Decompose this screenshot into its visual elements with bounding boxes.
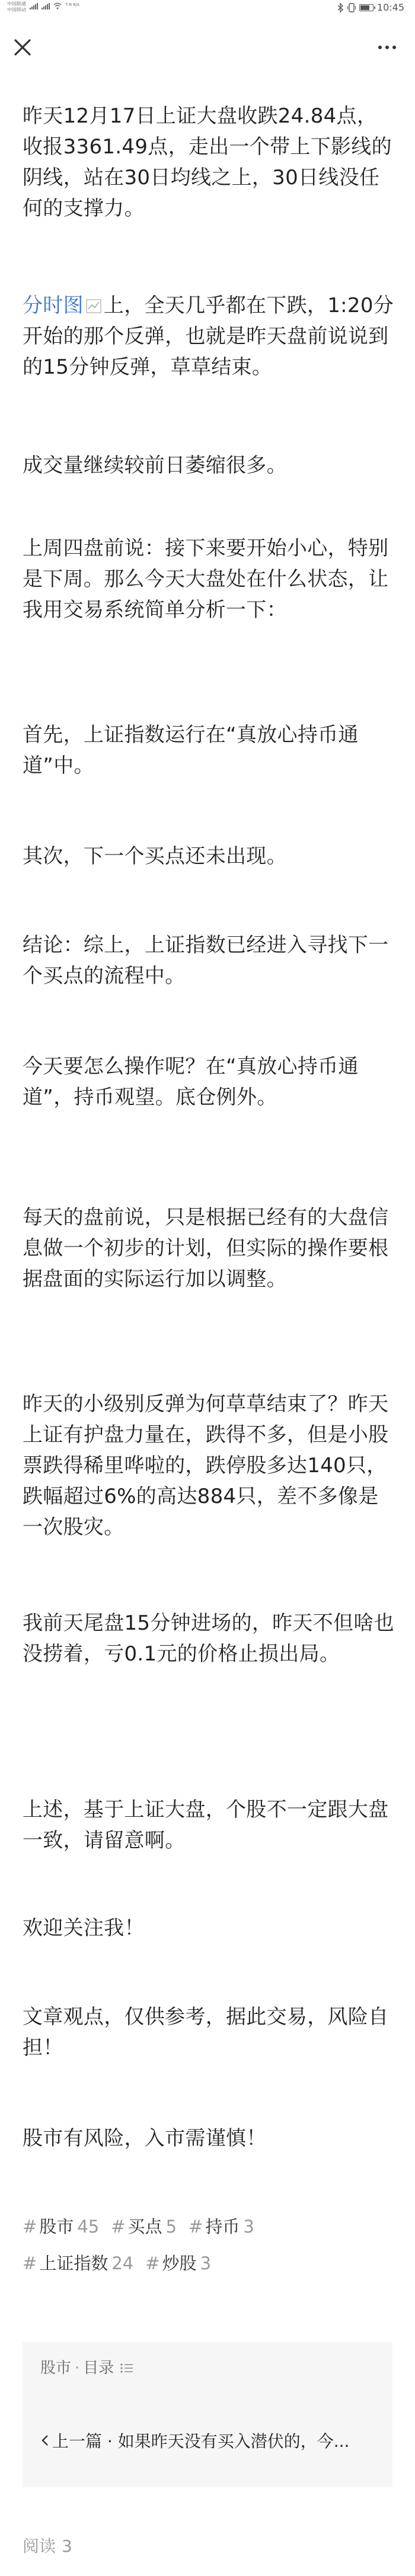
hash-icon: #: [189, 2217, 203, 2237]
directory-header[interactable]: [40, 2356, 134, 2380]
vibrate-icon: [347, 3, 356, 12]
paragraph-9: 每天的盘前说，只是根据已经有的大盘信息做一个初步的计划，但实际的操作要根据盘面的实际运行加以调整。: [23, 1206, 389, 1291]
tag-count: 45: [77, 2217, 100, 2237]
tag-name: 买点: [127, 2217, 162, 2237]
carrier-1: 中国联通: [7, 1, 26, 7]
paragraph-6: 其次，下一个买点还未出现。: [23, 844, 287, 868]
status-right: [337, 2, 404, 13]
paragraph-1: 昨天12月17日上证大盘收跌24.84点，收报3361.49点，走出一个带上下影线的阴线，站在30日均线之上，30日线没任何的支撑力。: [23, 104, 392, 220]
tag-name: 股市: [39, 2217, 74, 2237]
paragraph-10: 昨天的小级别反弹为何草草结束了？昨天上证有护盘力量在，跌得不多，但是小股票跌得稀里哗啦的，跌停股多达140只，跌幅超过6%的高达884只，差不多像是一次股灾。: [23, 1392, 389, 1539]
tag-row-2: [23, 2251, 402, 2275]
directory-category: 股市: [40, 2359, 72, 2377]
tag-item[interactable]: [145, 2251, 211, 2275]
tag-item[interactable]: [189, 2215, 254, 2238]
paragraph-5: 首先，上证指数运行在“真放心持币通道”中。: [23, 723, 359, 778]
paragraph-3: 成交量继续较前日萎缩很多。: [23, 454, 287, 477]
paragraph-2-text: 上，全天几乎都在下跌，1:20分开始的那个反弹，也就是昨天盘前说说到的15分钟反弹，草草结束。: [23, 294, 394, 379]
paragraph-8: 今天要怎么操作呢？在“真放心持币通道”，持币观望。底仓例外。: [23, 1055, 359, 1109]
directory-card: [23, 2342, 392, 2487]
wifi-icon: [53, 2, 62, 9]
paragraph-14: 文章观点，仅供参考，据此交易，风险自担！: [23, 2005, 389, 2060]
carrier-2: 中国移动: [7, 7, 26, 12]
tag-item[interactable]: [111, 2215, 177, 2238]
read-count: [23, 2535, 72, 2558]
hash-icon: #: [111, 2217, 126, 2237]
tag-item[interactable]: [23, 2215, 99, 2238]
tag-row-1: [23, 2215, 402, 2238]
directory-separator: ·: [75, 2359, 80, 2377]
chevron-left-icon: [40, 2434, 50, 2447]
read-number: 3: [62, 2536, 72, 2556]
top-nav: [0, 25, 415, 78]
paragraph-15: 股市有风险，入市需谨慎！: [23, 2127, 267, 2150]
status-bar: [0, 0, 415, 18]
directory-label: 目录: [83, 2359, 114, 2377]
paragraph-4: 上周四盘前说：接下来要开始小心，特别是下周。那么今天大盘处在什么状态，让我用交易系统简单分析一下：: [23, 537, 389, 622]
net-speed: 7.6 K/s: [65, 2, 79, 7]
read-label: 阅读: [23, 2536, 56, 2556]
hash-icon: #: [145, 2253, 160, 2273]
tag-count: 5: [165, 2217, 177, 2237]
tag-count: 3: [243, 2217, 254, 2237]
paragraph-7: 结论：综上，上证指数已经进入寻找下一个买点的流程中。: [23, 933, 389, 988]
paragraph-12: 上述，基于上证大盘，个股不一定跟大盘一致，请留意啊。: [23, 1798, 389, 1852]
tag-name: 持币: [205, 2217, 240, 2237]
hash-icon: #: [23, 2253, 37, 2273]
bluetooth-icon: [337, 3, 344, 12]
more-icon[interactable]: [378, 41, 402, 53]
tag-name: 上证指数: [39, 2253, 108, 2273]
close-icon[interactable]: [11, 36, 34, 59]
tag-name: 炒股: [162, 2253, 197, 2273]
chart-icon: [86, 298, 101, 314]
tag-list: [23, 2215, 402, 2288]
signal-2-icon: [42, 2, 50, 9]
prev-article-link[interactable]: [40, 2430, 378, 2453]
signal-icon: [30, 2, 38, 9]
tag-count: 24: [111, 2253, 134, 2273]
chart-link[interactable]: 分时图: [23, 294, 84, 317]
paragraph-13: 欢迎关注我！: [23, 1916, 145, 1940]
prev-article-title: 上一篇 · 如果昨天没有买入潜伏的，今...: [52, 2432, 350, 2451]
tag-count: 3: [200, 2253, 212, 2273]
hash-icon: #: [23, 2217, 37, 2237]
status-left: [7, 1, 79, 13]
clock: 10:45: [376, 2, 404, 13]
tag-item[interactable]: [23, 2251, 133, 2275]
list-icon: [120, 2362, 134, 2374]
paragraph-11: 我前天尾盘15分钟进场的，昨天不但啥也没捞着，亏0.1元的价格止损出局。: [23, 1611, 394, 1666]
carrier-names: [7, 1, 26, 13]
paragraph-2: [23, 290, 396, 383]
battery-icon: [359, 4, 374, 11]
